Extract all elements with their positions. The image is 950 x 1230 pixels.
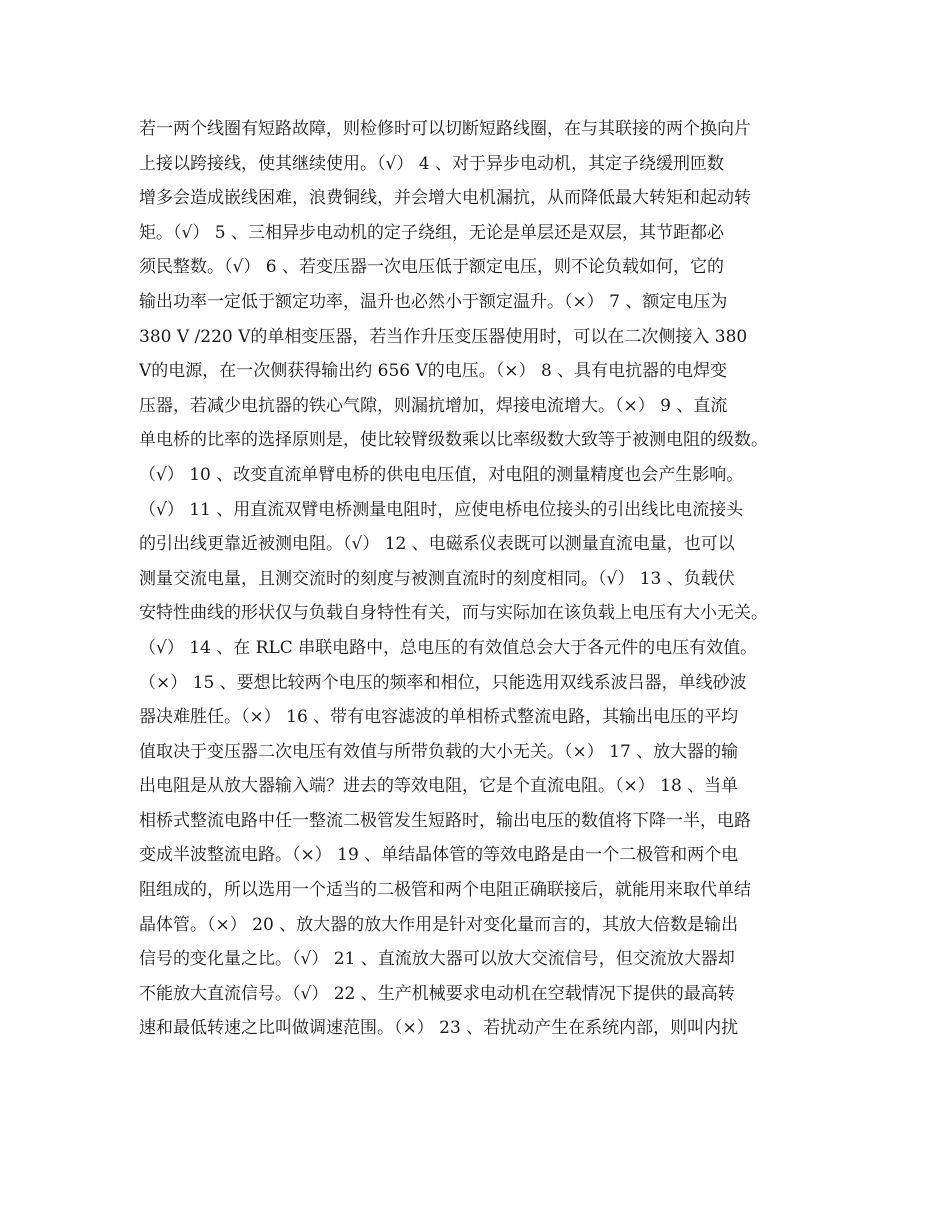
text-line-5: 须民整数。（√） 6 、若变压器一次电压低于额定电压，则不论负载如何，它的 [139,257,724,278]
text-line-21: 相桥式整流电路中任一整流二极管发生短路时，输出电压的数值将下降一半，电路 [139,810,751,831]
text-line-27: 速和最低转速之比叫做调速范围。（×） 23 、若扰动产生在系统内部，则叫内扰 [139,1018,739,1039]
text-line-4: 矩。（√） 5 、三相异步电动机的定子绕组，无论是单层还是双层，其节距都必 [139,222,724,243]
text-line-6: 输出功率一定低于额定功率，温升也必然小于额定温升。（×） 7 、额定电压为 [139,291,728,312]
text-line-22: 变成半波整流电路。（×） 19 、单结晶体管的等效电路是由一个二极管和两个电 [139,845,739,866]
text-line-3: 增多会造成嵌线困难，浪费铜线，并会增大电机漏抗，从而降低最大转矩和起动转 [139,188,751,209]
text-line-26: 不能放大直流信号。（√） 22 、生产机械要求电动机在空载情况下提供的最高转 [139,983,735,1004]
text-line-25: 信号的变化量之比。（√） 21 、直流放大器可以放大交流信号，但交流放大器却 [139,949,735,970]
text-line-13: 的引出线更靠近被测电阻。（√） 12 、电磁系仪表既可以测量直流电量，也可以 [139,534,735,555]
text-line-12: （√） 11 、用直流双臂电桥测量电阻时，应使电桥电位接头的引出线比电流接头 [139,499,744,520]
text-line-14: 测量交流电量，且测交流时的刻度与被测直流时的刻度相同。（√） 13 、负载伏 [139,568,735,589]
text-line-24: 晶体管。（×） 20 、放大器的放大作用是针对变化量而言的，其放大倍数是输出 [139,914,739,935]
document-body [139,112,829,1046]
text-line-2: 上接以跨接线，使其继续使用。（√） 4 、对于异步电动机，其定子绕缓刑匝数 [139,153,724,174]
text-line-17: （×） 15 、要想比较两个电压的频率和相位，只能选用双线系波吕器，单线砂波 [139,672,747,693]
text-line-8: V的电源，在一次侧获得输出约 656 V的电压。（×） 8 、具有电抗器的电焊变 [139,361,728,382]
text-line-7: 380 V /220 V的单相变压器，若当作升压变压器使用时，可以在二次侧接入 380 [139,326,748,347]
text-line-10: 单电桥的比率的选择原则是，使比较臂级数乘以比率级数大致等于被测电阻的级数。 [139,430,768,451]
text-line-9: 压器，若减少电抗器的铁心气隙，则漏抗增加，焊接电流增大。（×） 9 、直流 [139,395,728,416]
text-line-23: 阻组成的，所以选用一个适当的二极管和两个电阻正确联接后，就能用来取代单结 [139,880,751,901]
text-line-15: 安特性曲线的形状仅与负载自身特性有关，而与实际加在该负载上电压有大小无关。 [139,603,768,624]
text-line-18: 器决难胜任。（×） 16 、带有电容滤波的单相桥式整流电路，其输出电压的平均 [139,707,739,728]
text-line-11: （√） 10 、改变直流单臂电桥的供电电压值，对电阻的测量精度也会产生影响。 [139,464,744,485]
text-line-19: 值取决于变压器二次电压有效值与所带负载的大小无关。（×） 17 、放大器的输 [139,741,739,762]
text-line-20: 出电阻是从放大器输入端？进去的等效电阻，它是个直流电阻。（×） 18 、当单 [139,776,739,797]
text-line-1: 若一两个线圈有短路故障，则检修时可以切断短路线圈，在与其联接的两个换向片 [139,119,751,139]
text-line-16: （√） 14 、在 RLC 串联电路中，总电压的有效值总会大于各元件的电压有效值。 [139,637,758,658]
